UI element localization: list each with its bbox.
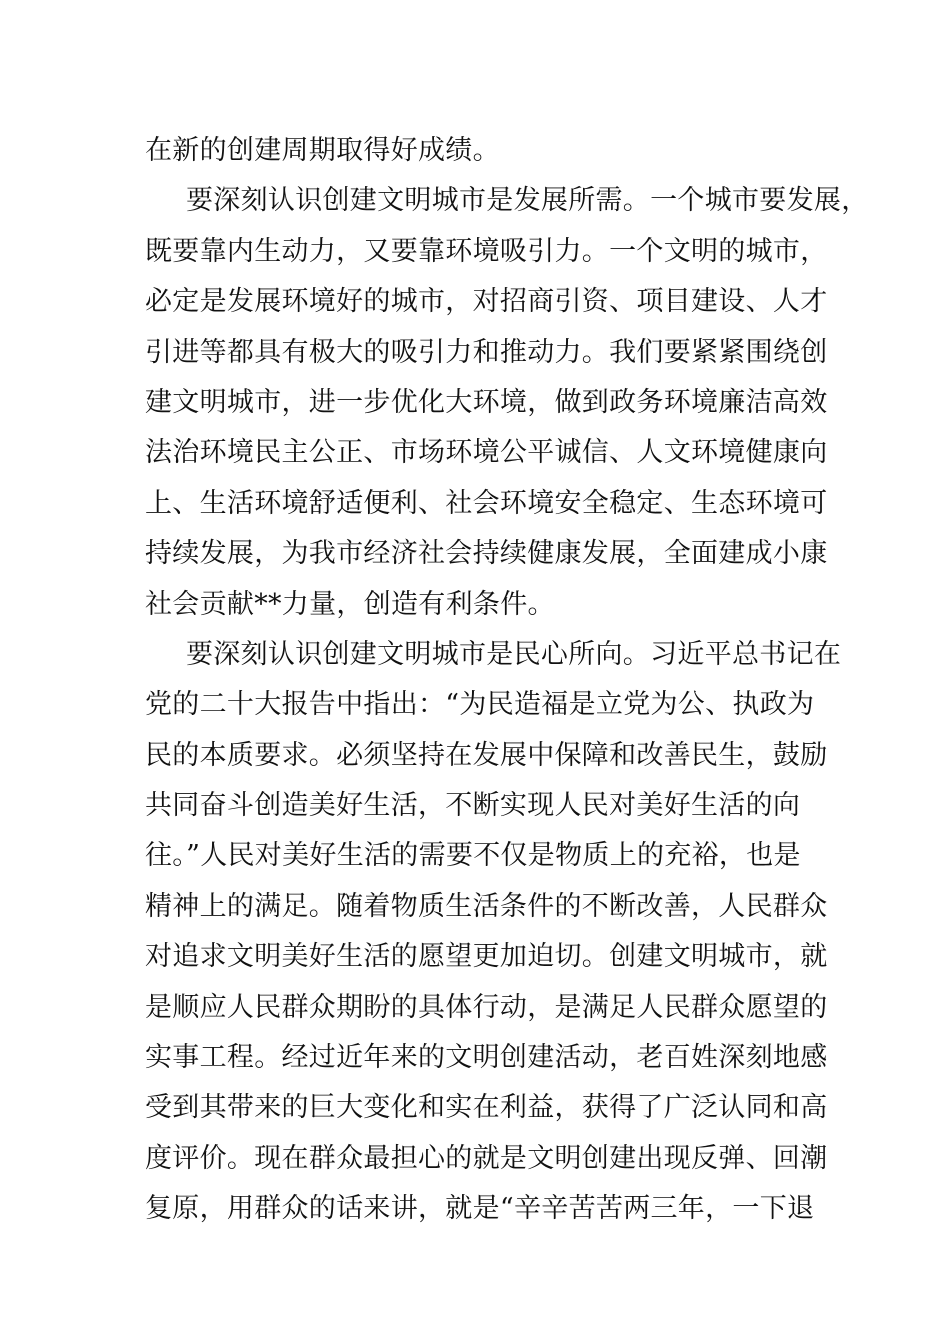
text-line: 对追求文明美好生活的愿望更加迫切。创建文明城市，就 [145,941,828,973]
text-line: 社会贡献**力量，创造有利条件。 [145,588,555,620]
text-line: 持续发展，为我市经济社会持续健康发展，全面建成小康 [145,538,828,570]
text-line: 受到其带来的巨大变化和实在利益，获得了广泛认同和高 [145,1092,828,1124]
text-line: 是顺应人民群众期盼的具体行动，是满足人民群众愿望的 [145,991,828,1023]
body-text [145,126,869,1235]
text-line: 党的二十大报告中指出：“为民造福是立党为公、执政为 [145,689,815,721]
text-line: 既要靠内生动力，又要靠环境吸引力。一个文明的城市， [145,235,828,267]
text-line: 复原，用群众的话来讲，就是“辛辛苦苦两三年，一下退 [145,1193,815,1225]
text-line: 在新的创建周期取得好成绩。 [145,135,500,166]
text-line: 引进等都具有极大的吸引力和推动力。我们要紧紧围绕创 [145,336,828,368]
text-line: 民的本质要求。必须坚持在发展中保障和改善民生，鼓励 [145,739,828,771]
text-line: 法治环境民主公正、市场环境公平诚信、人文环境健康向 [145,437,828,469]
text-line: 必定是发展环境好的城市，对招商引资、项目建设、人才 [145,286,828,318]
text-line: 共同奋斗创造美好生活，不断实现人民对美好生活的向 [145,790,801,822]
paragraph-first-line: 要深刻认识创建文明城市是民心所向。习近平总书记在 [186,638,842,670]
text-line: 精神上的满足。随着物质生活条件的不断改善，人民群众 [145,890,828,922]
text-line: 往。”人民对美好生活的需要不仅是物质上的充裕，也是 [145,840,801,872]
text-line: 度评价。现在群众最担心的就是文明创建出现反弹、回潮 [145,1142,828,1174]
text-line: 上、生活环境舒适便利、社会环境安全稳定、生态环境可 [145,487,828,519]
paragraph-first-line: 要深刻认识创建文明城市是发展所需。一个城市要发展， [186,185,869,217]
text-line: 建文明城市，进一步优化大环境，做到政务环境廉洁高效 [145,386,828,418]
text-line: 实事工程。经过近年来的文明创建活动，老百姓深刻地感 [145,1042,828,1074]
